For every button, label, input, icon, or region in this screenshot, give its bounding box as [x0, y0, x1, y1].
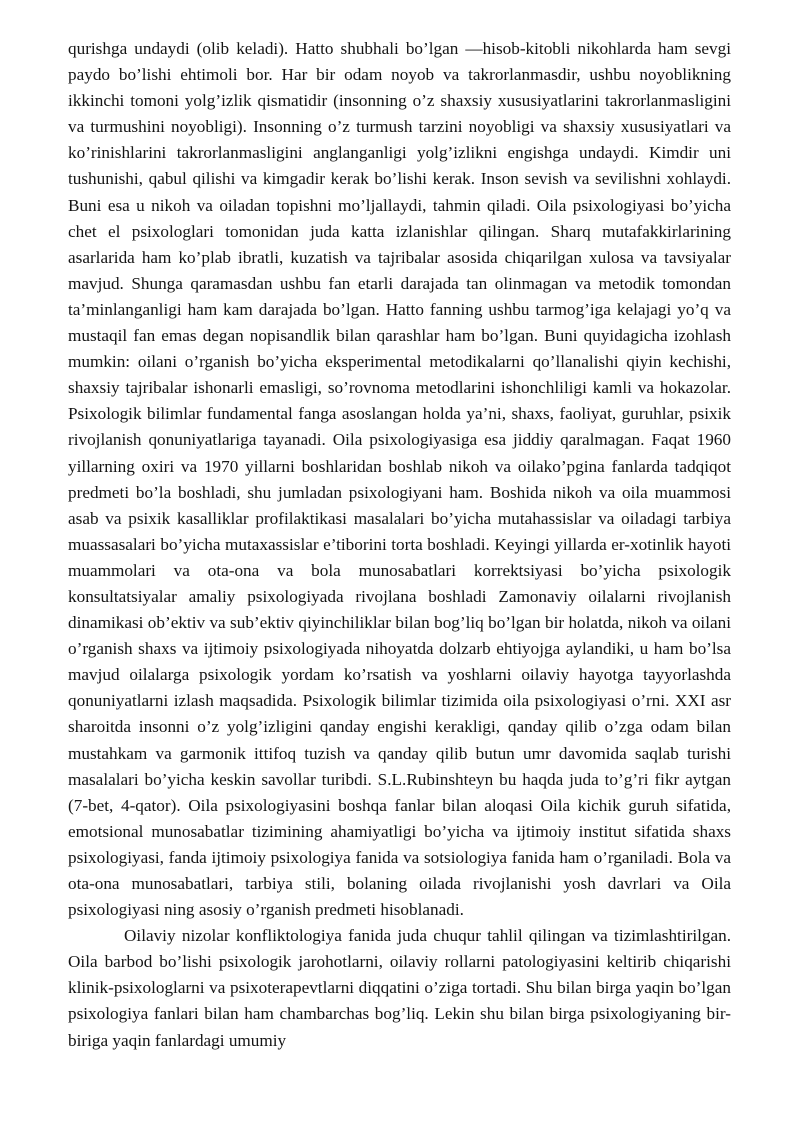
body-paragraph-2: Oilaviy nizolar konfliktologiya fanida juda chuqur tahlil qilingan va tizimlashtirilgan. Oila barbod bo’lishi psixologik jarohotlarni, oilaviy rollarni patologiyasini keltirib chiqarishi klinik-psixologlarni va psixoterapevtlarni diqqatini o’ziga tortadi. Shu bilan birga yaqin bo’lgan psixologiya fanlari bilan ham chambarchas bog’liq. Lekin shu bilan birga psixologiyaning bir-biriga yaqin fanlardagi umumiy [68, 926, 731, 1050]
body-paragraph-1: qurishga undaydi (olib keladi). Hatto shubhali bo’lgan —hisob-kitobli nikohlarda ham sevgi paydo bo’lishi ehtimoli bor. Har bir odam noyob va takrorlanmasdir, ushbu noyoblikning ikkinchi tomoni yolg’izlik qismatidir (insonning o’z shaxsiy xususiyatlarini takrorlanmasligini va turmushini noyobligi). Insonning o’z turmush tarzini noyobligi va shaxsiy xususiyatlari va ko’rinishlarini takrorlanmasligini anglanganligi yolg’izlikni engishga undaydi. Kimdir uni tushunishi, qabul qilishi va kimgadir kerak bo’lishi kerak. Inson sevish va sevilishni xohlaydi. Buni esa u nikoh va oiladan topishni mo’ljallaydi, tahmin qiladi. Oila psixologiyasi bo’yicha chet el psixologlari tomonidan juda katta izlanishlar qilingan. Sharq mutafakkirlarining asarlarida ham ko’plab ibratli, kuzatish va tajribalar asosida chiqarilgan xulosa va tavsiyalar mavjud. Shunga qaramasdan ushbu fan etarli darajada tan olinmagan va metodik tomondan ta’minlanganligi ham kam darajada bo’lgan. Hatto fanning ushbu tarmog’iga kelajagi yo’q va mustaqil fan emas degan nopisandlik bilan qarashlar ham bo’lgan. Buni quyidagicha izohlash mumkin: oilani o’rganish bo’yicha eksperimental metodikalarni qo’llanalishi qiyin kechishi, shaxsiy tajribalar ishonarli emasligi, so’rovnoma metodlarini ishonchliligi kamli va hokazolar. Psixologik bilimlar fundamental fanga asoslangan holda ya’ni, shaxs, faoliyat, guruhlar, psixik rivojlanish qonuniyatlariga tayanadi. Oila psixologiyasiga esa jiddiy qaralmagan. Faqat 1960 yillarning oxiri va 1970 yillarni boshlaridan boshlab nikoh va oilako’pgina fanlarda tadqiqot predmeti bo’la boshladi, shu jumladan psixologiyani ham. Boshida nikoh va oila muammosi asab va psixik kasalliklar profilaktikasi masalalari bo’yicha mutahassislar va oiladagi tarbiya muassasalari bo’yicha mutaxassislar e’tiborini torta boshladi. Keyingi yillarda er-xotinlik hayoti muammolari va ota-ona va bola munosabatlari korrektsiyasi bo’yicha psixologik konsultatsiyalar amaliy psixologiyada rivojlana boshladi Zamonaviy oilalarni rivojlanish dinamikasi ob’ektiv va sub’ektiv qiyinchiliklar bilan bog’liq bo’lgan bir holatda, nikoh va oilani o’rganish shaxs va ijtimoiy psixologiyada nihoyatda dolzarb ehtiyojga aylandiki, u ham bo’lsa mavjud oilalarga psixologik yordam ko’rsatish va yoshlarni oilaviy hayotga tayyorlashda qonuniyatlarni izlash maqsadida. Psixologik bilimlar tizimida oila psixologiyasi o’rni. XXI asr sharoitda insonni o’z yolg’izligini qanday engishi kerakligi, qanday qilib o’zga odam bilan mustahkam va garmonik ittifoq tuzish va qanday qilib butun umr davomida saqlab turishi masalalari bo’yicha keskin savollar turibdi. S.L.Rubinshteyn bu haqda juda to’g’ri fikr aytgan (7-bet, 4-qator). Oila psixologiyasini boshqa fanlar bilan aloqasi Oila kichik guruh sifatida, emotsional munosabatlar tizimining ahamiyatligi bo’yicha va ijtimoiy institut sifatida shaxs psixologiyasi, fanda ijtimoiy psixologiya fanida va sotsiologiya fanida ham o’rganiladi. Bola va ota-ona munosabatlari, tarbiya stili, bolaning oilada rivojlanishi yosh davrlari va Oila psixologiyasi ning asosiy o’rganish predmeti hisoblanadi. [68, 39, 731, 920]
document-page [68, 36, 731, 1054]
